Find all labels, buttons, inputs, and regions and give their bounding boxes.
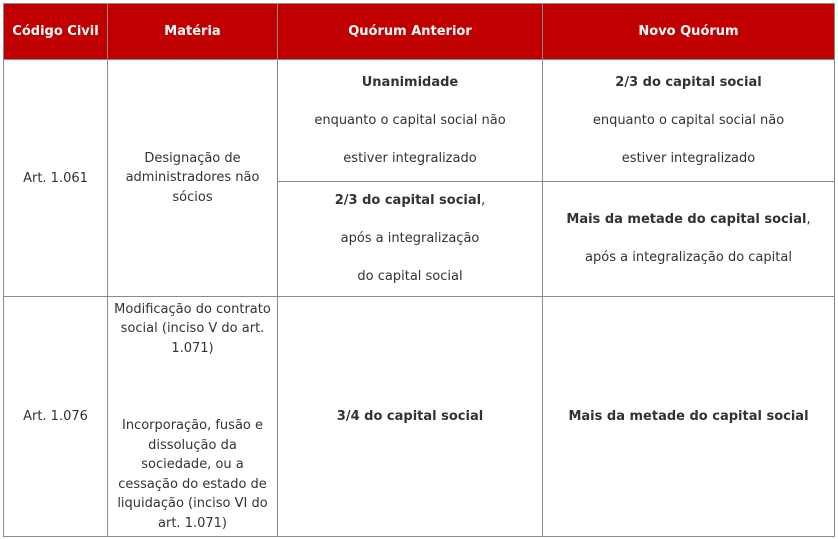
codigo-cell: Art. 1.061 [4,60,108,297]
materia-text: Modificação do contrato social (inciso V do art. 1.071) [114,301,271,356]
quorum-anterior-cell: 3/4 do capital social [278,297,543,537]
quorum-condition: estiver integralizado [621,150,756,166]
header-codigo-civil: Código Civil [4,4,108,60]
quorum-condition: enquanto o capital social não [314,112,506,128]
quorum-heading: Unanimidade [361,74,459,90]
materia-text: Designação de administradores não sócios [125,150,260,205]
spacer [114,358,271,416]
codigo-cell: Art. 1.076 [4,297,108,537]
quorum-anterior-cell [278,182,543,297]
quorum-condition: do capital social [357,269,463,284]
materia-text: Incorporação, fusão e dissolução da sociedade, ou a cessação do estado de liquidação (inciso VI do art. 1.071) [117,418,268,531]
novo-quorum-cell [543,182,835,297]
materia-cell [108,60,278,297]
materia-cell [108,297,278,537]
table-row [4,297,835,537]
header-row [4,4,835,60]
quorum-heading: 2/3 do capital social, [334,193,486,208]
quorum-condition: estiver integralizado [343,150,477,166]
quorum-anterior-cell [278,60,543,182]
quorum-condition: após a integralização [340,231,480,246]
quorum-condition: enquanto o capital social não [592,112,785,128]
novo-quorum-cell: Mais da metade do capital social [543,297,835,537]
table-row [4,60,835,182]
quorum-heading: Mais da metade do capital social, [566,212,811,227]
header-quorum-anterior: Quórum Anterior [278,4,543,60]
header-materia: Matéria [108,4,278,60]
quorum-table [3,3,835,537]
header-novo-quorum: Novo Quórum [543,4,835,60]
quorum-condition: após a integralização do capital [585,250,792,265]
quorum-heading: 2/3 do capital social [615,74,762,90]
novo-quorum-cell [543,60,835,182]
